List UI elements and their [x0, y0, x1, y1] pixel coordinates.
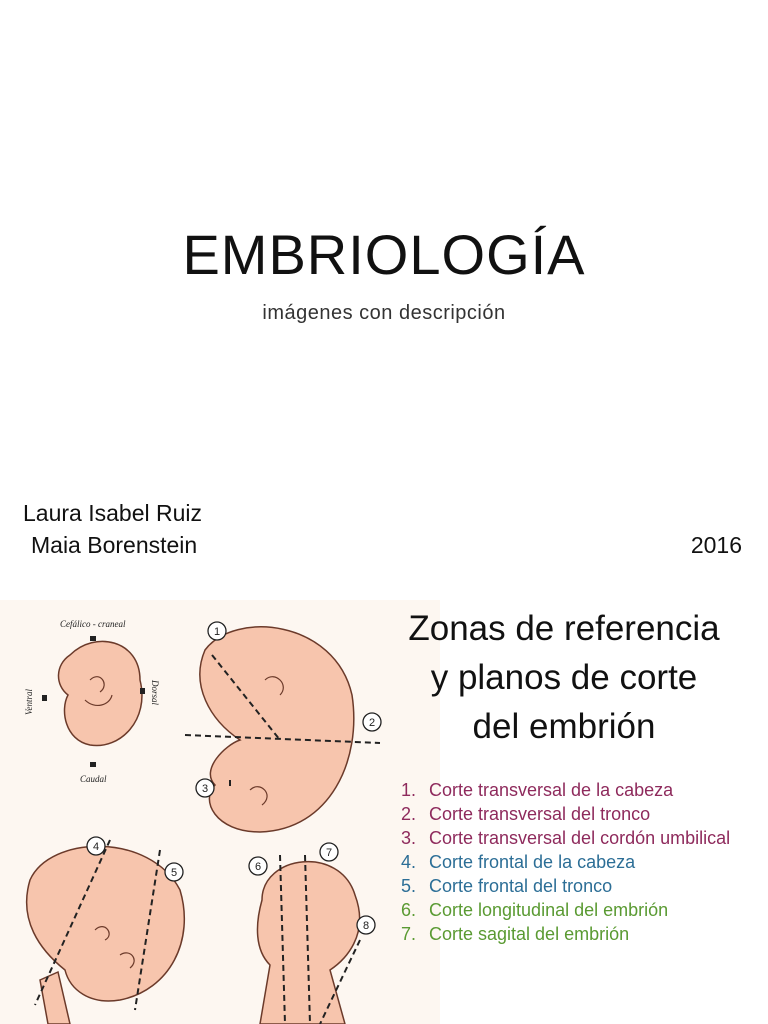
orientation-label-bottom: Caudal	[80, 774, 107, 784]
year-label: 2016	[690, 532, 742, 558]
orientation-label-right: Dorsal	[150, 680, 160, 706]
list-item	[398, 898, 758, 922]
item-number: 5.	[401, 876, 417, 896]
marker-label: 5	[170, 867, 178, 879]
planes-list	[398, 778, 758, 946]
item-number: 3.	[401, 828, 417, 848]
list-item	[398, 778, 758, 802]
heading-line: del embrión	[472, 707, 656, 746]
item-text: Corte transversal del cordón umbilical	[429, 828, 731, 848]
item-text: Corte longitudinal del embrión	[429, 900, 669, 920]
heading-line: Zonas de referencia	[408, 609, 720, 648]
author-name: Laura Isabel Ruiz	[23, 500, 202, 526]
item-number: 1.	[401, 780, 417, 800]
heading-line: y planos de corte	[430, 658, 698, 697]
list-item	[398, 826, 758, 850]
marker-label: 6	[254, 861, 262, 873]
section-heading	[372, 604, 756, 751]
item-text: Corte frontal de la cabeza	[429, 852, 636, 872]
item-number: 4.	[401, 852, 417, 872]
marker-label: 3	[201, 783, 209, 795]
marker-label: 4	[92, 841, 100, 853]
orientation-label-left: Ventral	[24, 689, 34, 715]
list-item	[398, 922, 758, 946]
marker-label: 1	[213, 626, 221, 638]
item-number: 2.	[401, 804, 417, 824]
item-number: 6.	[401, 900, 417, 920]
embryo-shape	[58, 641, 141, 745]
list-item	[398, 802, 758, 826]
orientation-label-top: Cefálico - craneal	[60, 619, 126, 629]
cover-title: EMBRIOLOGÍA	[182, 223, 586, 286]
marker-label: 8	[362, 920, 370, 932]
item-text: Corte transversal del tronco	[429, 804, 651, 824]
marker-label: 2	[368, 717, 376, 729]
item-text: Corte frontal del tronco	[429, 876, 613, 896]
item-text: Corte transversal de la cabeza	[429, 780, 674, 800]
item-number: 7.	[401, 924, 417, 944]
list-item	[398, 850, 758, 874]
author-name: Maia Borenstein	[31, 532, 198, 558]
marker-label: 7	[325, 847, 333, 859]
cover-subtitle: imágenes con descripción	[262, 302, 506, 324]
item-text: Corte sagital del embrión	[429, 924, 630, 944]
list-item	[398, 874, 758, 898]
embryo-shape	[200, 627, 354, 832]
